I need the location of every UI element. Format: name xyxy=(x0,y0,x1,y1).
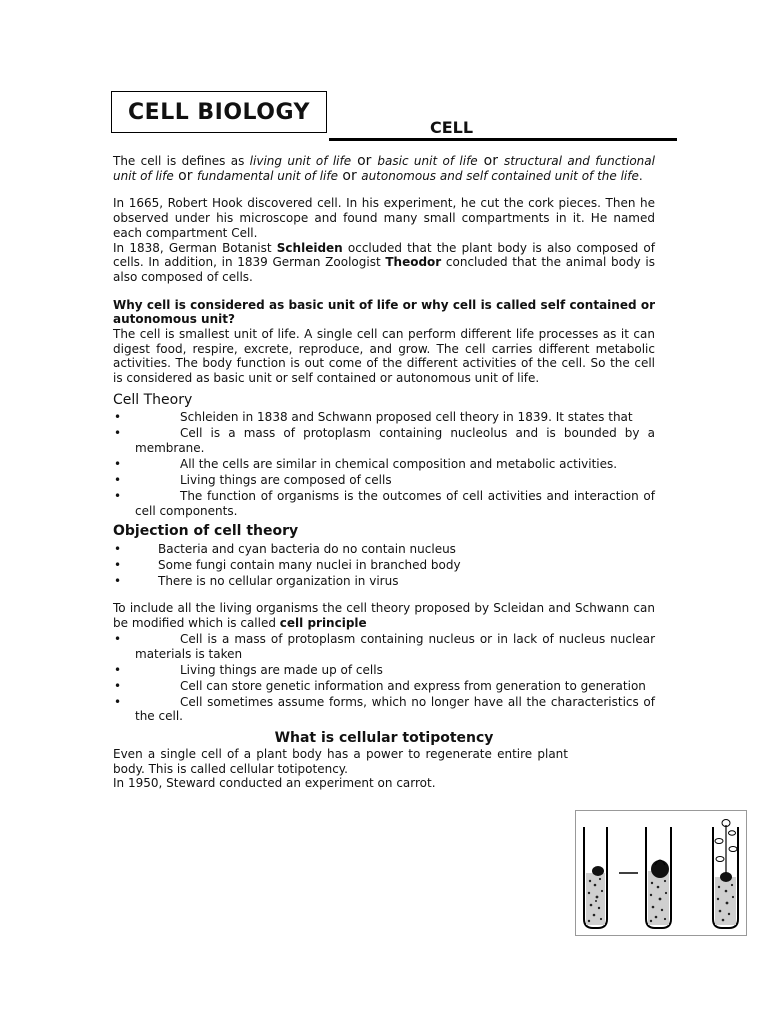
objection-item-text: Bacteria and cyan bacteria do no contain nucleus xyxy=(158,541,456,556)
history-run: Theodor xyxy=(385,255,442,270)
cell-theory-item-text: Living things are composed of cells xyxy=(180,472,392,487)
hook-paragraph: In 1665, Robert Hook discovered cell. In his experiment, he cut the cork pieces. Then he observed under his microscope and found many small compartments in it. He named each compartment Cell. xyxy=(113,196,655,240)
principle-intro-text: To include all the living organisms the cell theory proposed by Scleidan and Schwann can be modified which is called xyxy=(113,601,655,630)
principle-intro xyxy=(113,601,655,630)
section-heading-cell: CELL xyxy=(430,118,474,137)
cell-theory-item xyxy=(113,410,655,425)
test-tubes-illustration xyxy=(576,811,746,935)
definition-run: structural and functional unit of life xyxy=(113,154,655,183)
test-tube-2 xyxy=(646,827,671,928)
cell-principle-list xyxy=(113,632,655,724)
objection-item xyxy=(113,558,655,573)
cell-theory-item-text: All the cells are similar in chemical composition and metabolic activities. xyxy=(180,456,618,471)
cell-theory-item xyxy=(113,489,655,518)
definition-paragraph xyxy=(113,154,655,183)
history-run: concluded that the animal body is also composed of cells. xyxy=(113,255,655,284)
steward-paragraph: In 1950, Steward conducted an experiment on carrot. xyxy=(113,776,436,791)
cell-principle-item-text: Cell is a mass of protoplasm containing nucleus or in lack of nucleus nuclear materials is taken xyxy=(135,631,655,661)
definition-run: autonomous and self contained unit of the life xyxy=(361,168,639,183)
definition-run: or xyxy=(477,153,504,169)
page-title: CELL BIOLOGY xyxy=(128,99,310,125)
totipotency-paragraph: Even a single cell of a plant body has a power to regenerate entire plant body. This is called cellular totipotency. xyxy=(113,747,568,776)
history-run: In 1838, German Botanist xyxy=(113,240,277,255)
definition-run: or xyxy=(351,153,378,169)
definition-run: The cell is defines as xyxy=(113,154,250,168)
spacer xyxy=(113,588,655,601)
principle-term: cell principle xyxy=(279,615,367,630)
history-run: Schleiden xyxy=(276,240,343,255)
objection-item xyxy=(113,574,655,589)
totipotency-heading: What is cellular totipotency xyxy=(274,730,494,747)
objection-list xyxy=(113,542,655,589)
history-run: occluded that the plant body is also composed of cells. In addition, in 1839 German Zoologist xyxy=(113,240,655,270)
cell-theory-list xyxy=(113,410,655,518)
totipotency-text-block xyxy=(113,747,568,791)
cell-principle-item xyxy=(113,679,655,694)
cell-theory-heading: Cell Theory xyxy=(113,391,193,408)
cell-theory-item xyxy=(113,426,655,455)
definition-run: . xyxy=(638,168,643,183)
document-body xyxy=(113,154,655,791)
objection-item xyxy=(113,542,655,557)
test-tube-3 xyxy=(713,820,738,929)
test-tube-1 xyxy=(584,827,607,928)
definition-run: or xyxy=(337,167,362,184)
spacer xyxy=(113,183,655,196)
cell-theory-item xyxy=(113,457,655,472)
spacer xyxy=(113,285,655,298)
cell-theory-item xyxy=(113,473,655,488)
schleiden-paragraph xyxy=(113,241,655,285)
objection-item-text: There is no cellular organization in virus xyxy=(158,573,399,588)
heading-rule xyxy=(329,138,677,141)
cell-principle-item-text: Cell sometimes assume forms, which no longer have all the characteristics of the cell. xyxy=(135,694,655,724)
carrot-experiment-figure xyxy=(575,810,747,936)
definition-run: or xyxy=(173,167,197,184)
cell-theory-item-text: The function of organisms is the outcomes of cell activities and interaction of cell components. xyxy=(135,488,655,518)
definition-run: basic unit of life xyxy=(377,154,478,168)
cell-theory-item-text: Cell is a mass of protoplasm containing nucleolus and is bounded by a membrane. xyxy=(135,426,655,455)
cell-principle-item-text: Cell can store genetic information and express from generation to generation xyxy=(180,678,646,693)
definition-run: fundamental unit of life xyxy=(196,168,338,183)
why-answer: The cell is smallest unit of life. A single cell can perform different life processes as it can digest food, respire, excrete, reproduce, and grow. The cell carries different metabolic activities. The body function is out come of the different activities of the cell. So the cell is considered as basic unit or self contained or autonomous unit of life. xyxy=(113,327,655,386)
objection-item-text: Some fungi contain many nuclei in branched body xyxy=(158,557,461,572)
objection-heading: Objection of cell theory xyxy=(113,523,299,540)
title-box xyxy=(111,91,327,133)
cell-principle-item xyxy=(113,695,655,724)
definition-run: living unit of life xyxy=(249,154,352,168)
cell-principle-item-text: Living things are made up of cells xyxy=(180,662,383,677)
cell-principle-item xyxy=(113,663,655,678)
cell-theory-item-text: Schleiden in 1838 and Schwann proposed cell theory in 1839. It states that xyxy=(180,410,633,425)
why-question: Why cell is considered as basic unit of life or why cell is called self contained or autonomous unit? xyxy=(113,297,655,327)
cell-principle-item xyxy=(113,632,655,661)
